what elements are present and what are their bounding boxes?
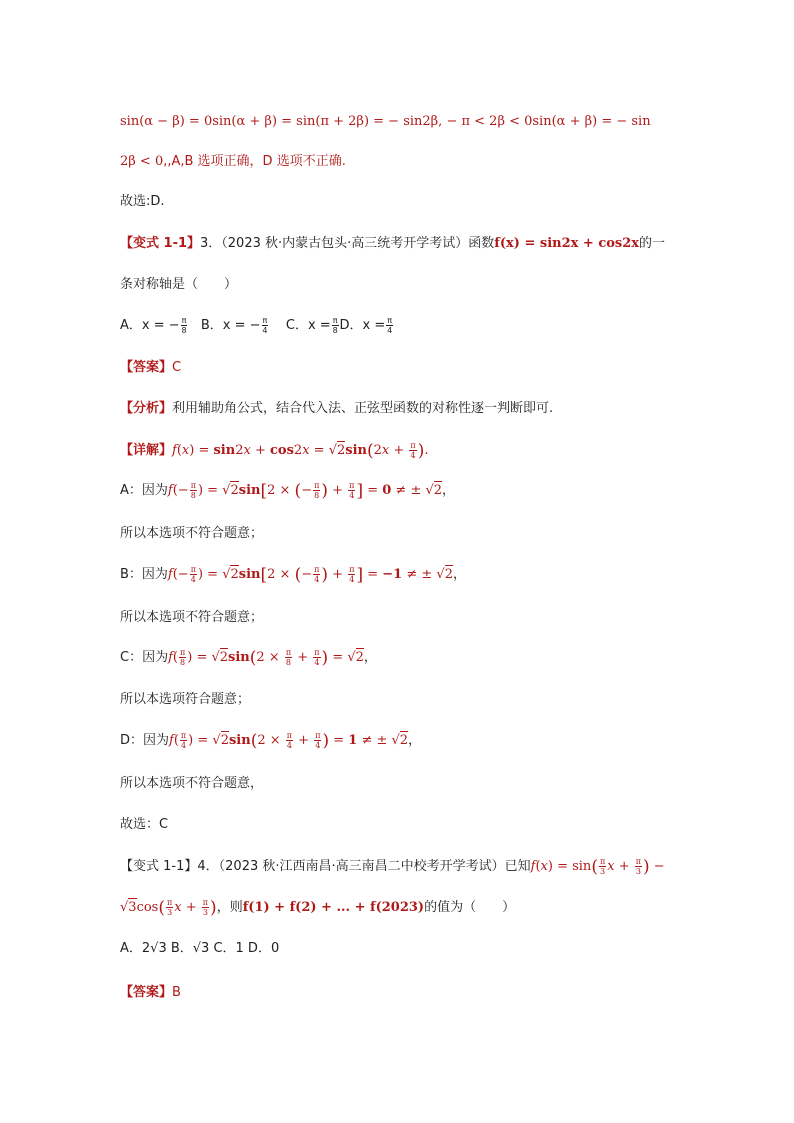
- solution-line-1: [120, 113, 651, 131]
- check-option-c: C：因为f( $\frac{\pi}{8}$ ) = √2sin(2 × $\frac{\pi}{8}$ + $\frac{\pi}{4}$ ) = √2，: [120, 648, 377, 668]
- fraction: $\frac{\pi}{4}$: [262, 316, 268, 335]
- answer-value: C: [172, 360, 182, 375]
- fraction: $\frac{\pi}{4}$: [387, 316, 393, 335]
- question-3-options: [120, 316, 394, 335]
- check-option-d: D：因为f( $\frac{\pi}{4}$ ) = √2sin(2 × $\frac{\pi}{4}$ + $\frac{\pi}{4}$ ) = 1 ≠ ± √2，: [120, 731, 422, 751]
- option-a: A．x = −: [120, 318, 180, 333]
- check-label: A：因为: [120, 483, 168, 498]
- question-text: 的一: [639, 236, 666, 251]
- check-formula: f(− $\frac{\pi}{4}$ ) = √2sin[2 × (− $\frac{\pi}{4}$ ) + $\frac{\pi}{4}$ ] = −1 ≠ ± √2: [167, 565, 453, 585]
- function-expression: f(x) = sin2x + cos2x: [494, 236, 640, 251]
- solution-line-2: [120, 153, 346, 171]
- detail-tag: 【详解】: [120, 443, 173, 458]
- analysis-line: [120, 400, 553, 418]
- detail-formula: f(x) = sin2x + cos2x = √2sin(2x + $\frac{\pi}{4}$ ).: [172, 441, 429, 461]
- option-d: D．x =: [339, 318, 386, 333]
- analysis-tag: 【分析】: [120, 401, 173, 416]
- check-label: C：因为: [120, 650, 169, 665]
- check-label: D：因为: [120, 733, 170, 748]
- check-formula: f( $\frac{\pi}{8}$ ) = √2sin(2 × $\frac{\pi}{8}$ + $\frac{\pi}{4}$ ) = √2: [168, 648, 364, 668]
- fraction: $\frac{\pi}{8}$: [332, 316, 338, 335]
- check-label: B：因为: [120, 567, 168, 582]
- check-option-a: A：因为f(− $\frac{\pi}{8}$ ) = √2sin[2 × (− $\frac{\pi}{8}$ ) + $\frac{\pi}{4}$ ] = 0 ≠ ± √2，: [120, 481, 456, 501]
- answer-line: [120, 359, 181, 377]
- question-source: 3．（2023 秋·内蒙古包头·高三统考开学考试）函数: [200, 236, 495, 251]
- question-3-body: 条对称轴是（ ）: [120, 277, 238, 292]
- variant-tag: 【变式 1-1】: [120, 859, 198, 874]
- question-4-options: A．2√3 B．√3 C．1 D．0: [120, 941, 280, 956]
- variant-tag: 【变式 1-1】: [120, 236, 201, 251]
- question-4-header: [120, 857, 665, 876]
- result-line: 所以本选项符合题意；: [120, 692, 251, 707]
- detail-line: [120, 441, 428, 460]
- solution-conclusion: ,,A,B 选项正确，D 选项不正确.: [163, 154, 346, 169]
- answer-tag: 【答案】: [120, 360, 173, 375]
- final-answer-line: 故选：C: [120, 817, 169, 832]
- sum-expression: f(1) + f(2) + ... + f(2023): [242, 900, 425, 915]
- result-line: 所以本选项不符合题意；: [120, 610, 264, 625]
- question-3-header: [120, 235, 665, 253]
- math-expression: 2β < 0: [120, 154, 164, 169]
- check-formula: f(− $\frac{\pi}{8}$ ) = √2sin[2 × (− $\frac{\pi}{8}$ ) + $\frac{\pi}{4}$ ] = 0 ≠ ± √2: [167, 481, 443, 501]
- question-4-body: √3cos( $\frac{\pi}{3}$ x + $\frac{\pi}{3}$ )，则f(1) + f(2) + ... + f(2023)的值为（ ）: [120, 898, 516, 918]
- math-expression: sin(α − β) = 0sin(α + β) = sin(π + 2β) = − sin2β, − π < 2β < 0sin(α + β) = − sin: [120, 114, 651, 129]
- analysis-text: 利用辅助角公式，结合代入法、正弦型函数的对称性逐一判断即可.: [172, 401, 554, 416]
- question-source: 4．（2023 秋·江西南昌·高三南昌二中校考开学考试）已知: [197, 859, 531, 874]
- option-c: C．x =: [285, 318, 331, 333]
- check-formula: f( $\frac{\pi}{4}$ ) = √2sin(2 × $\frac{\pi}{4}$ + $\frac{\pi}{4}$ ) = 1 ≠ ± √2: [169, 731, 409, 751]
- answer-line: [120, 984, 181, 1002]
- function-definition-cont: √3cos( $\frac{\pi}{3}$ x + $\frac{\pi}{3}$ ): [120, 898, 217, 918]
- option-b: B．x = −: [200, 318, 261, 333]
- result-line: 所以本选项不符合题意，: [120, 776, 264, 791]
- answer-tag: 【答案】: [120, 985, 173, 1000]
- answer-value: B: [172, 985, 181, 1000]
- result-line: 所以本选项不符合题意；: [120, 526, 264, 541]
- function-definition: f(x) = sin( $\frac{\pi}{3}$ x + $\frac{\pi}{3}$ ) −: [530, 857, 665, 877]
- answer-choice-line: 故选:D.: [120, 194, 165, 209]
- check-option-b: B：因为f(− $\frac{\pi}{4}$ ) = √2sin[2 × (− $\frac{\pi}{4}$ ) + $\frac{\pi}{4}$ ] = −1 ≠ ± √2，: [120, 565, 466, 585]
- fraction: $\frac{\pi}{8}$: [181, 316, 187, 335]
